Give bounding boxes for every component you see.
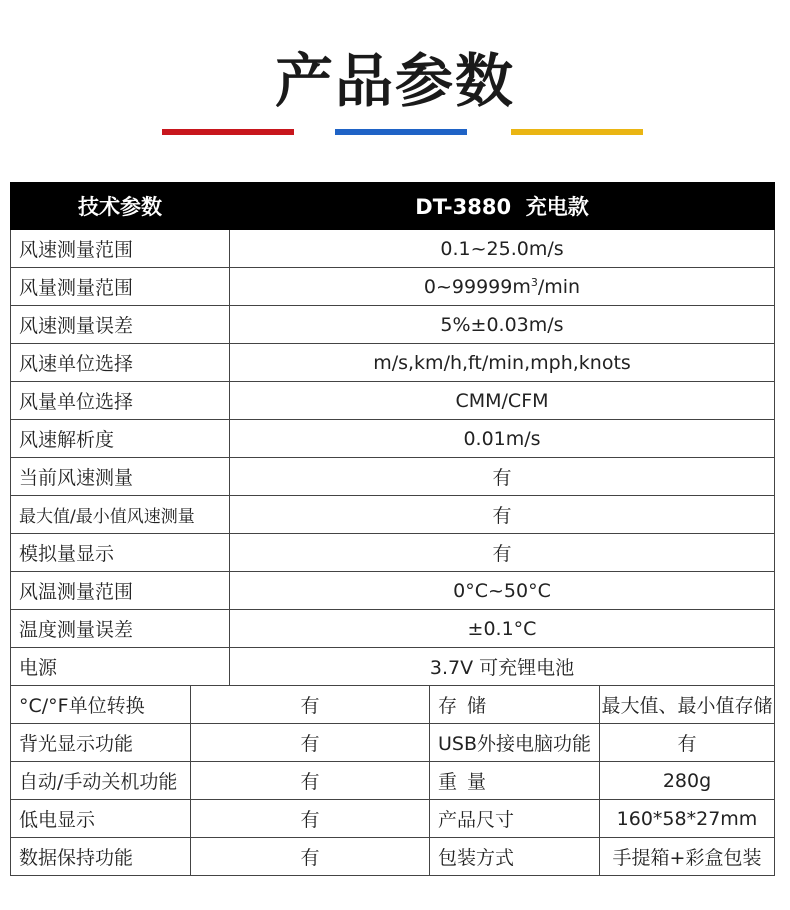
spec-row bbox=[11, 230, 775, 268]
spec-quad-row bbox=[11, 838, 775, 876]
spec-value: 有 bbox=[600, 724, 775, 762]
header-model: DT-3880 充电款 bbox=[230, 183, 775, 230]
spec-label: 最大值/最小值风速测量 bbox=[11, 496, 230, 534]
spec-row bbox=[11, 496, 775, 534]
spec-value: CMM/CFM bbox=[230, 382, 775, 420]
spec-row bbox=[11, 306, 775, 344]
spec-label: 风量单位选择 bbox=[11, 382, 230, 420]
spec-label: 风速测量误差 bbox=[11, 306, 230, 344]
spec-label: 自动/手动关机功能 bbox=[11, 762, 191, 800]
spec-row bbox=[11, 610, 775, 648]
spec-value: 有 bbox=[191, 762, 430, 800]
spec-value: 160*58*27mm bbox=[600, 800, 775, 838]
spec-quad-row bbox=[11, 800, 775, 838]
accent-bar-yellow bbox=[511, 129, 643, 135]
spec-quad-row bbox=[11, 762, 775, 800]
spec-label: USB外接电脑功能 bbox=[430, 724, 600, 762]
spec-label: 低电显示 bbox=[11, 800, 191, 838]
spec-value: ±0.1°C bbox=[230, 610, 775, 648]
spec-label: 包装方式 bbox=[430, 838, 600, 876]
spec-value: 有 bbox=[191, 800, 430, 838]
spec-value: 有 bbox=[191, 838, 430, 876]
spec-row bbox=[11, 420, 775, 458]
spec-row bbox=[11, 458, 775, 496]
spec-label: 温度测量误差 bbox=[11, 610, 230, 648]
spec-quad-row bbox=[11, 686, 775, 724]
spec-label: 重量 bbox=[430, 762, 600, 800]
spec-label: 风速单位选择 bbox=[11, 344, 230, 382]
spec-label: 电源 bbox=[11, 648, 230, 686]
spec-value: 有 bbox=[230, 534, 775, 572]
spec-value: 280g bbox=[600, 762, 775, 800]
accent-bar-blue bbox=[335, 129, 467, 135]
spec-value: 0.1~25.0m/s bbox=[230, 230, 775, 268]
spec-value: 有 bbox=[230, 496, 775, 534]
spec-value bbox=[230, 268, 775, 306]
spec-label: °C/°F单位转换 bbox=[11, 686, 191, 724]
spec-row bbox=[11, 268, 775, 306]
spec-label: 存储 bbox=[430, 686, 600, 724]
spec-value: 有 bbox=[191, 724, 430, 762]
spec-row bbox=[11, 648, 775, 686]
spec-label: 风速测量范围 bbox=[11, 230, 230, 268]
spec-value: 最大值、最小值存储 bbox=[600, 686, 775, 724]
value-part: /min bbox=[537, 275, 581, 298]
spec-table bbox=[10, 182, 775, 876]
spec-quad-row bbox=[11, 724, 775, 762]
spec-label: 当前风速测量 bbox=[11, 458, 230, 496]
page-title: 产品参数 bbox=[274, 47, 515, 115]
spec-label: 风温测量范围 bbox=[11, 572, 230, 610]
spec-value: 3.7V 可充锂电池 bbox=[230, 648, 775, 686]
spec-value: 0°C~50°C bbox=[230, 572, 775, 610]
spec-label: 风量测量范围 bbox=[11, 268, 230, 306]
spec-label: 风速解析度 bbox=[11, 420, 230, 458]
value-superscript: 3 bbox=[530, 275, 538, 289]
spec-label: 数据保持功能 bbox=[11, 838, 191, 876]
spec-row bbox=[11, 572, 775, 610]
spec-label: 产品尺寸 bbox=[430, 800, 600, 838]
spec-row bbox=[11, 382, 775, 420]
spec-label: 模拟量显示 bbox=[11, 534, 230, 572]
spec-value: 有 bbox=[191, 686, 430, 724]
value-part: 0~99999m bbox=[423, 275, 531, 298]
spec-value: 手提箱+彩盒包装 bbox=[600, 838, 775, 876]
spec-label: 背光显示功能 bbox=[11, 724, 191, 762]
spec-row bbox=[11, 534, 775, 572]
accent-bar-red bbox=[162, 129, 294, 135]
spec-value: m/s,km/h,ft/min,mph,knots bbox=[230, 344, 775, 382]
spec-value: 有 bbox=[230, 458, 775, 496]
header-param: 技术参数 bbox=[11, 183, 230, 230]
spec-row bbox=[11, 344, 775, 382]
spec-value: 0.01m/s bbox=[230, 420, 775, 458]
spec-value: 5%±0.03m/s bbox=[230, 306, 775, 344]
spec-header-row bbox=[11, 183, 775, 230]
